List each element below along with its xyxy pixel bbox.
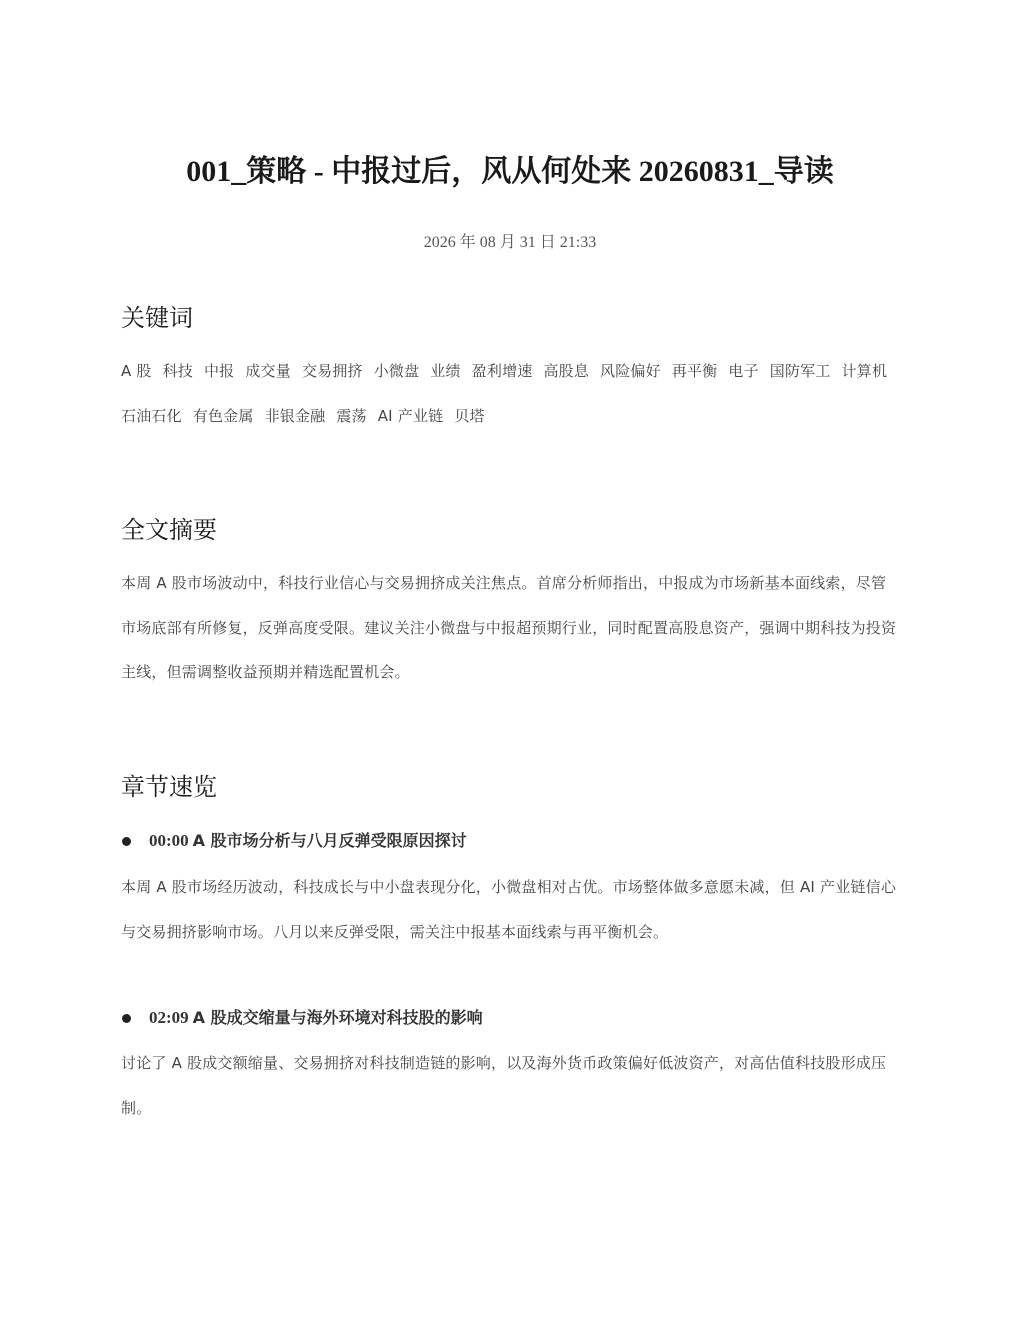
keyword: 震荡 — [336, 406, 367, 425]
keyword: 高股息 — [543, 362, 590, 380]
keyword: 贝塔 — [454, 406, 485, 425]
keyword: 电子 — [728, 362, 759, 380]
keywords-list — [121, 349, 901, 438]
keyword: 石油石化 — [121, 406, 182, 425]
chapter-text: 本周 A 股市场经历波动，科技成长与中小盘表现分化，小微盘相对占优。市场整体做多意愿未减，但 AI 产业链信心与交易拥挤影响市场。八月以来反弹受限，需关注中报基本面线索与再平衡机会。 — [121, 878, 897, 941]
document-title: 001_策略 - 中报过后，风从何处来 20260831_导读 — [186, 155, 834, 188]
keyword: 盈利增速 — [471, 362, 533, 380]
keyword: 小微盘 — [373, 362, 420, 380]
keyword: 风险偏好 — [600, 362, 661, 380]
keyword: 计算机 — [841, 362, 888, 380]
chapter-text: 讨论了 A 股成交额缩量、交易拥挤对科技制造链的影响，以及海外货币政策偏好低波资产，对高估值科技股形成压制。 — [121, 1054, 887, 1117]
keyword: 科技 — [162, 362, 194, 380]
chapter-title — [121, 1006, 901, 1030]
keyword: 有色金属 — [192, 406, 254, 425]
bullet-icon — [122, 837, 131, 846]
chapter-name: A 股成交缩量与海外环境对科技股的影响 — [192, 1008, 483, 1027]
keyword: 中报 — [203, 362, 235, 380]
keyword: 成交量 — [245, 362, 291, 380]
keyword: A 股 — [121, 362, 152, 380]
summary-text: 本周 A 股市场波动中，科技行业信心与交易拥挤成关注焦点。首席分析师指出，中报成为市场新基本面线索，尽管市场底部有所修复，反弹高度受限。建议关注小微盘与中报超预期行业，同时配置高股息资产，强调中期科技为投资主线，但需调整收益预期并精选配置机会。 — [121, 574, 897, 681]
keyword: 交易拥挤 — [301, 362, 363, 380]
keyword: 再平衡 — [671, 362, 718, 380]
keyword: 国防军工 — [769, 362, 831, 380]
chapter-timestamp: 02:09 — [149, 1008, 189, 1027]
keyword: 非银金融 — [264, 406, 326, 425]
document-date: 2026 年 08 月 31 日 21:33 — [423, 234, 597, 251]
chapter-timestamp: 00:00 — [149, 831, 189, 850]
chapters-heading: 章节速览 — [121, 773, 217, 801]
chapter-title — [121, 829, 901, 853]
bullet-icon — [122, 1014, 131, 1023]
keyword: AI 产业链 — [377, 406, 444, 425]
summary-heading: 全文摘要 — [121, 516, 217, 544]
keyword: 业绩 — [430, 362, 461, 380]
chapter-name: A 股市场分析与八月反弹受限原因探讨 — [192, 831, 467, 850]
keywords-heading: 关键词 — [121, 304, 193, 332]
